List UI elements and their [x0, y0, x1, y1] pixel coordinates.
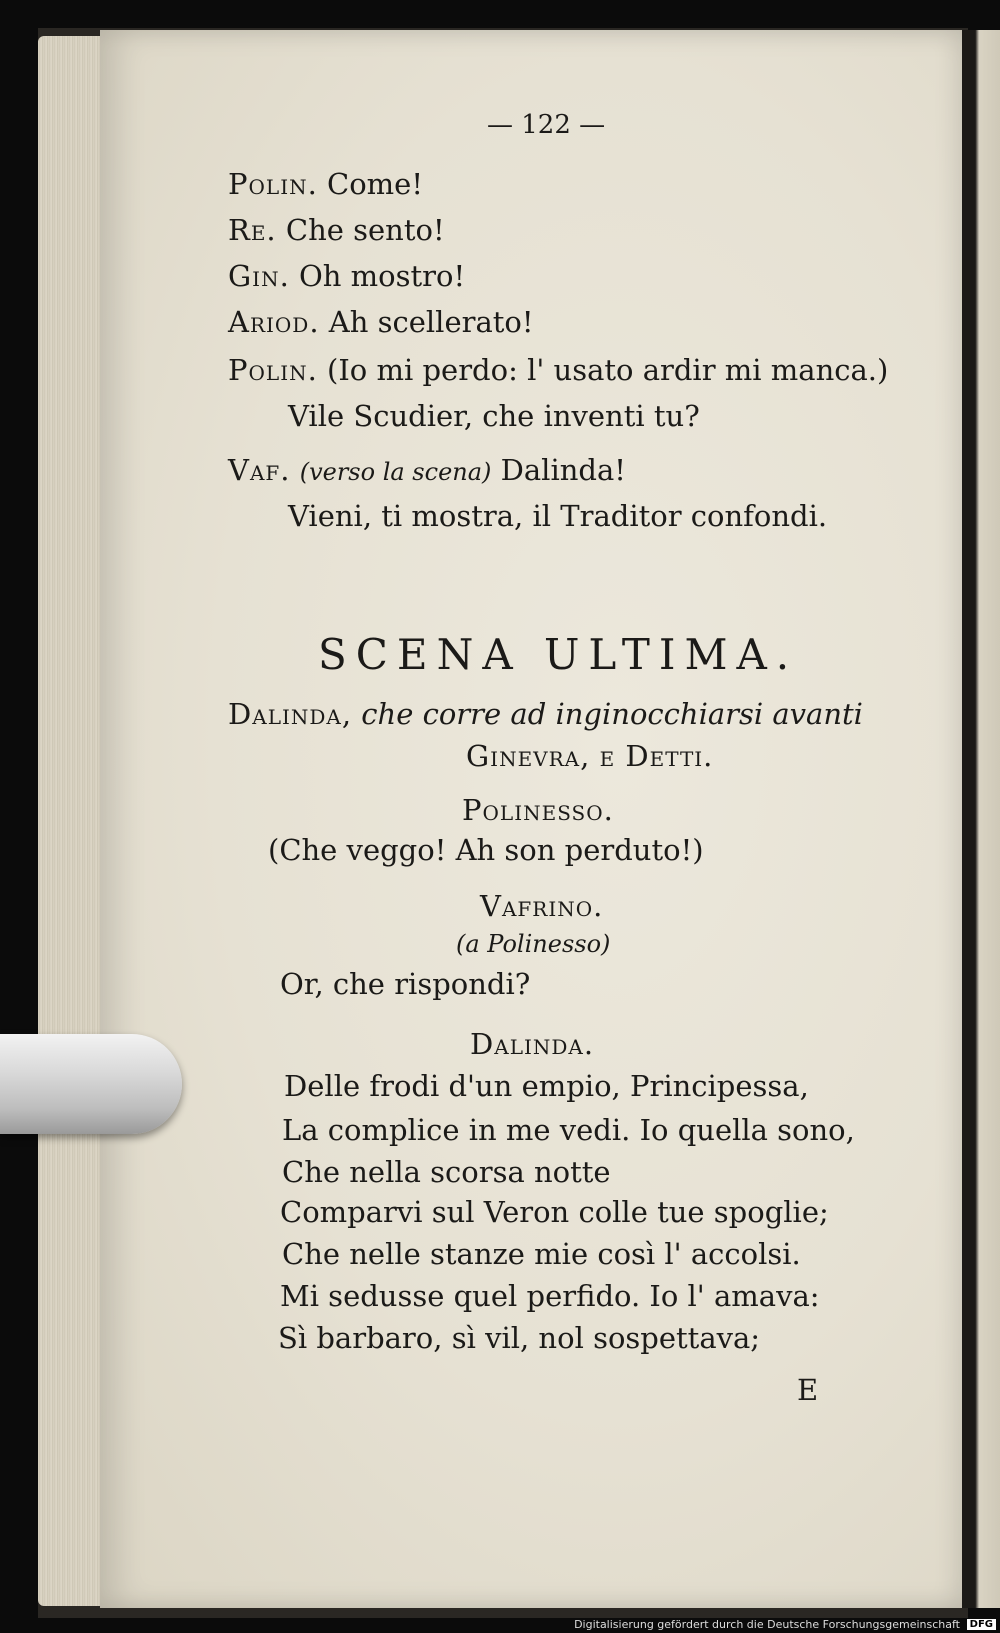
speaker-name: Ariod.	[228, 305, 320, 339]
stage-direction: (verso la scena)	[299, 458, 492, 486]
dialogue-line	[288, 399, 700, 433]
speaker-heading: Vafrino.	[480, 889, 604, 923]
line-text: Vieni, ti mostra, il Traditor confondi.	[288, 499, 828, 533]
scene-direction-line1	[228, 697, 863, 731]
line-text: Dalinda!	[500, 453, 626, 487]
line-text: Ah scellerato!	[328, 305, 534, 339]
speaker-name: Gin.	[228, 259, 290, 293]
line-text: Come!	[327, 167, 423, 201]
speaker-name: Polin.	[228, 353, 318, 387]
speaker-heading: Dalinda.	[470, 1027, 595, 1061]
dfg-logo: DFG	[967, 1619, 996, 1630]
page-clip	[0, 1034, 182, 1134]
direction-rest: e Detti.	[599, 739, 714, 773]
scene-title: SCENA ULTIMA.	[318, 630, 799, 679]
speaker-name: Re.	[228, 213, 277, 247]
verse-line: Che nella scorsa notte	[282, 1155, 611, 1189]
page-number: — 122 —	[487, 110, 606, 140]
dialogue-line	[228, 259, 466, 293]
line-text: Che sento!	[285, 213, 445, 247]
dialogue-line	[228, 305, 534, 339]
footer-text: Digitalisierung gefördert durch die Deutsche Forschungsgemeinschaft	[574, 1618, 960, 1631]
verse-line: Mi sedusse quel perfido. Io l' amava:	[280, 1279, 820, 1313]
speaker-name: Vaf.	[228, 453, 291, 487]
right-page-edge	[962, 30, 1000, 1608]
verse-line: La complice in me vedi. Io quella sono,	[282, 1113, 855, 1147]
verse-line: Comparvi sul Veron colle tue spoglie;	[280, 1195, 829, 1229]
dialogue-line	[288, 499, 828, 533]
line-text: (Io mi perdo: l' usato ardir mi manca.)	[327, 353, 889, 387]
line-text: Oh mostro!	[299, 259, 466, 293]
footer-credit	[0, 1618, 1000, 1633]
dialogue-line	[228, 213, 445, 247]
speaker-name: Polin.	[228, 167, 318, 201]
verse-line: Delle frodi d'un empio, Principessa,	[284, 1069, 809, 1103]
speaker-heading: Polinesso.	[462, 793, 614, 827]
scene-direction-line2	[466, 739, 714, 773]
character-name: Dalinda,	[228, 697, 353, 731]
verse-line: Sì barbaro, sì vil, nol sospettava;	[278, 1321, 761, 1355]
stage-direction: che corre ad inginocchiarsi avanti	[361, 697, 863, 731]
verse-line: Or, che rispondi?	[280, 967, 531, 1001]
dialogue-line	[228, 167, 423, 201]
verse-line: (Che veggo! Ah son perduto!)	[268, 833, 704, 867]
signature-mark: E	[797, 1373, 819, 1407]
dialogue-line	[228, 453, 626, 487]
verse-line: Che nelle stanze mie così l' accolsi.	[282, 1237, 801, 1271]
line-text: Vile Scudier, che inventi tu?	[288, 399, 700, 433]
dialogue-line	[228, 353, 889, 387]
character-name: Ginevra,	[466, 739, 591, 773]
stage-direction: (a Polinesso)	[456, 930, 611, 958]
